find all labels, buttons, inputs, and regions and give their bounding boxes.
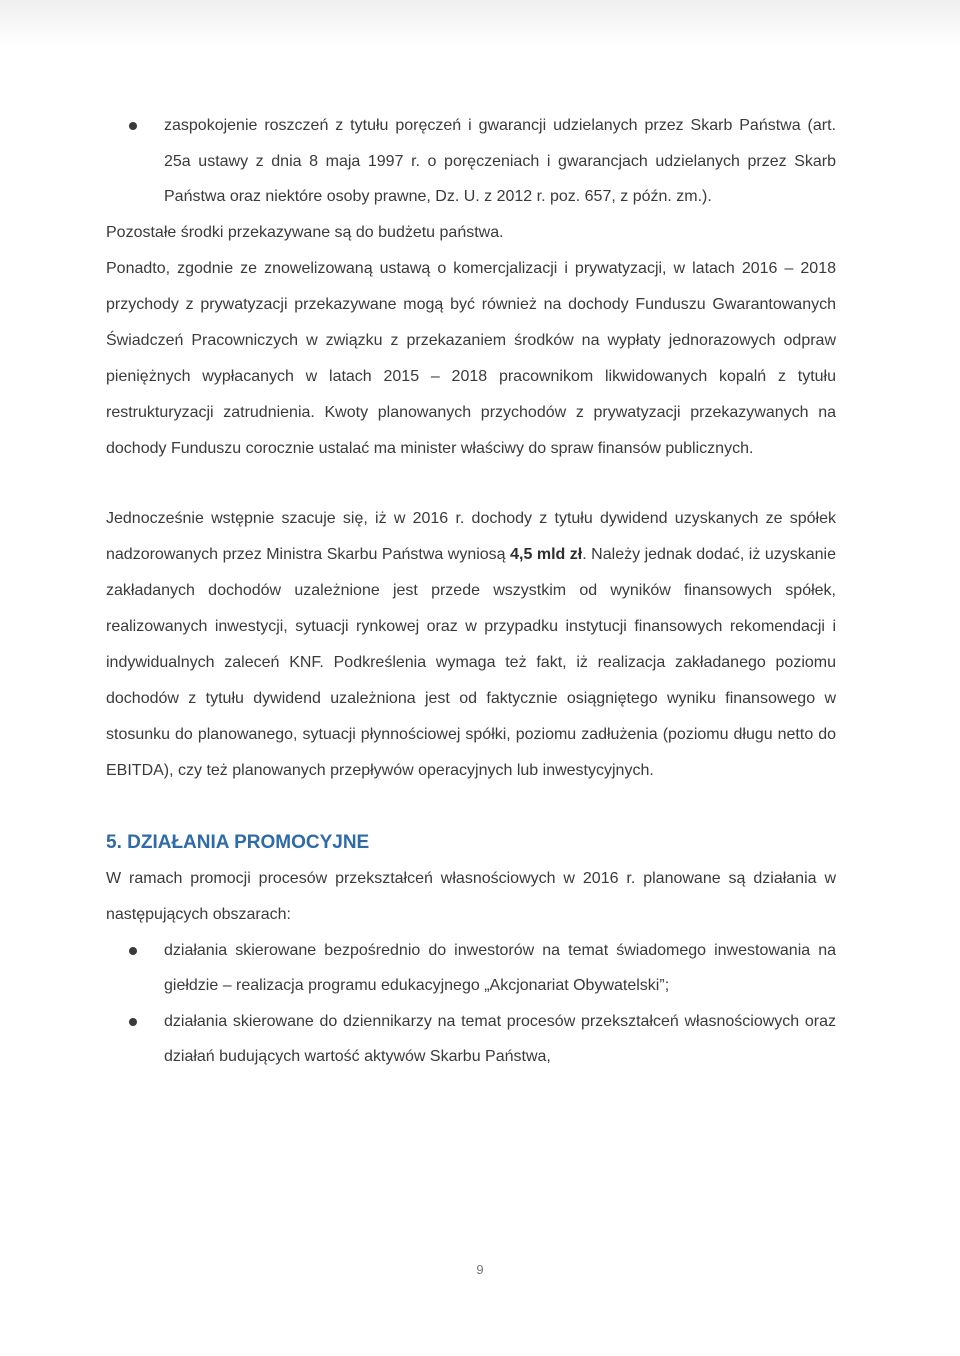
list-item (106, 933, 836, 1004)
trailing-note: Pozostałe środki przekazywane są do budżetu państwa. (106, 223, 504, 241)
bullet-icon (129, 947, 137, 955)
paragraph-dividends (106, 501, 836, 789)
section-heading: 5. DZIAŁANIA PROMOCYJNE (106, 831, 370, 853)
list-item (106, 1004, 836, 1075)
page-number: 9 (476, 1262, 484, 1277)
list-item (106, 108, 836, 215)
list-item-text: działania skierowane bezpośrednio do inwestorów na temat świadomego inwestowania na giełdzie – realizacja programu edukacyjnego „Akcjonariat Obywatelski”; (164, 941, 836, 994)
page-top-shade (0, 0, 960, 46)
paragraph-privatization: Ponadto, zgodnie ze znowelizowaną ustawą o komercjalizacji i prywatyzacji, w latach 2016 – 2018 przychody z prywatyzacji przekazywane mogą być również na dochody Funduszu Gwarantowanych Świadczeń Pracowniczych w związku z przekazaniem środków na wypłaty jednorazowych odpraw pieniężnych wypłacanych w latach 2015 – 2018 pracownikom likwidowanych kopalń z tytułu restrukturyzacji zatrudnienia. Kwoty planowanych przychodów z prywatyzacji przekazywanych na dochody Funduszu corocznie ustalać ma minister właściwy do spraw finansów publicznych. (106, 259, 836, 457)
list-item-text: działania skierowane do dziennikarzy na temat procesów przekształceń własnościowych oraz działań budujących wartość aktywów Skarbu Państwa, (164, 1012, 836, 1065)
paragraph-dividends-part2: . Należy jednak dodać, iż uzyskanie zakładanych dochodów uzależnione jest przede wszystkim od wyników finansowych spółek, realizowanych inwestycji, sytuacji rynkowej oraz w przypadku instytucji finansowych rekomendacji i indywidualnych zaleceń KNF. Podkreślenia wymaga też fakt, iż realizacja zakładanego poziomu dochodów z tytułu dywidend uzależniona jest od faktycznie osiągniętego wyniku finansowego w stosunku do planowanego, sytuacji płynnościowej spółki, poziomu zadłużenia (poziomu długu netto do EBITDA), czy też planowanych przepływów operacyjnych lub inwestycyjnych. (106, 545, 836, 779)
paragraph-dividends-part1: Jednocześnie wstępnie szacuje się, iż w 2016 r. dochody z tytułu dywidend uzyskanych ze spółek nadzorowanych przez Ministra Skarbu Państwa wyniosą (106, 509, 836, 563)
dividend-amount: 4,5 mld zł (510, 545, 583, 563)
section-intro: W ramach promocji procesów przekształceń własnościowych w 2016 r. planowane są działania w następujących obszarach: (106, 869, 836, 923)
bullet-list-top (106, 108, 836, 215)
document-body (106, 108, 836, 1075)
list-item-text: zaspokojenie roszczeń z tytułu poręczeń i gwarancji udzielanych przez Skarb Państwa (art. 25a ustawy z dnia 8 maja 1997 r. o poręczeniach i gwarancjach udzielanych przez Skarb Państwa oraz niektóre osoby prawne, Dz. U. z 2012 r. poz. 657, z późn. zm.). (164, 117, 836, 205)
bullet-icon (129, 1018, 137, 1026)
bullet-icon (129, 122, 137, 130)
bullet-list-promotion (106, 933, 836, 1075)
